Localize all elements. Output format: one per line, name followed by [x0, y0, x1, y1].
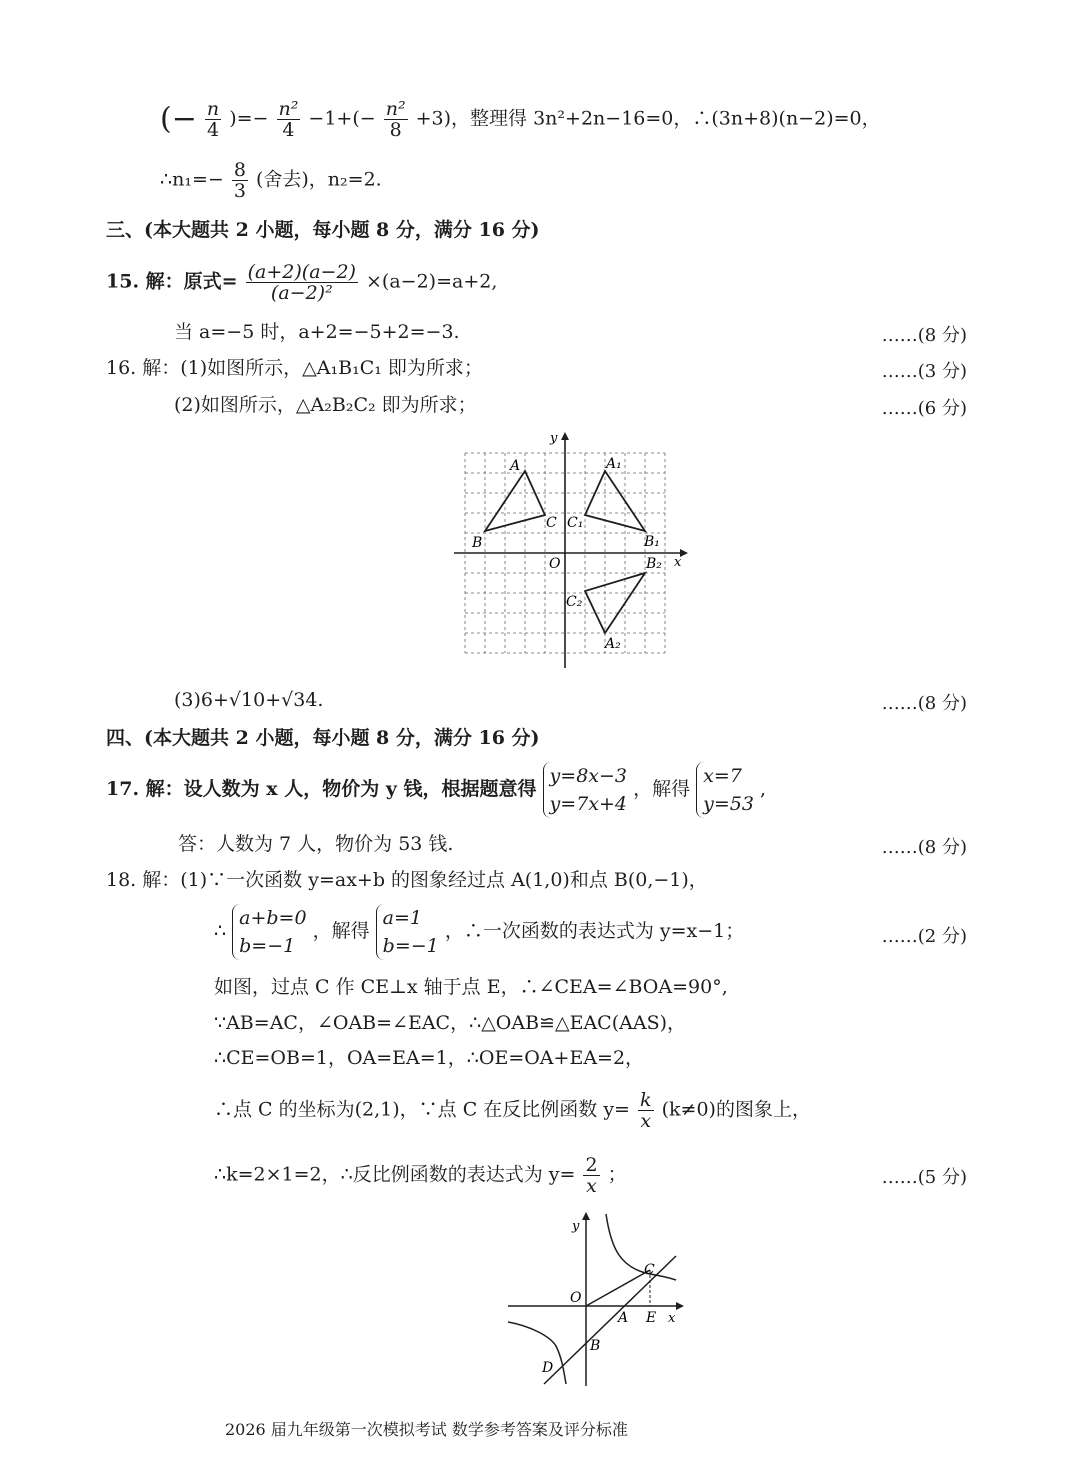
q17-system-solution — [696, 762, 754, 818]
eq-line: y=7x+4 — [549, 793, 628, 815]
section-4-heading: 四、(本大题共 2 小题，每小题 8 分，满分 16 分) — [106, 727, 540, 749]
q18-function-figure — [500, 1208, 700, 1388]
q15-score: ……(8 分) — [881, 325, 967, 346]
q17-score: ……(8 分) — [881, 837, 967, 858]
q17-line1 — [106, 762, 766, 818]
q17-answer: 答：人数为 7 人，物价为 53 钱. — [178, 833, 454, 855]
frac-num: n² — [278, 98, 299, 120]
label-C2: C₂ — [566, 594, 583, 610]
eq14-mid2: −1+(− — [308, 107, 376, 130]
sol14-pre: ∴n₁=− — [160, 168, 224, 191]
frac-num: 8 — [233, 159, 246, 181]
label-A1: A₁ — [606, 456, 622, 472]
frac-num: n² — [385, 98, 406, 120]
eq14-line — [160, 99, 881, 140]
label-B: B — [472, 535, 483, 551]
frac-den: 4 — [206, 119, 220, 141]
eq14-mid1: )=− — [229, 107, 269, 130]
label-B2: B₂ — [646, 556, 662, 572]
q17-system-given — [543, 762, 627, 818]
eq-line: y=8x−3 — [549, 765, 628, 787]
sol14-line — [160, 160, 382, 201]
eq-line: b=−1 — [239, 935, 296, 957]
q18-line4: ∵AB=AC，∠OAB=∠EAC，∴△OAB≌△EAC(AAS)， — [214, 1012, 687, 1034]
q18-line7 — [214, 1155, 627, 1196]
section-3-heading: 三、(本大题共 2 小题，每小题 8 分，满分 16 分) — [106, 219, 540, 241]
triangle-ABC — [485, 471, 545, 531]
label-E: E — [646, 1310, 657, 1326]
label-B1: B₁ — [644, 534, 660, 550]
q18-l7-pre: ∴k=2×1=2，∴反比例函数的表达式为 y= — [214, 1163, 576, 1186]
segment-OC — [586, 1270, 650, 1306]
y-label: y — [572, 1219, 580, 1234]
frac-num: (a+2)(a−2) — [247, 261, 356, 283]
x-label: x — [674, 555, 682, 570]
fraction-2-over-x — [583, 1155, 599, 1196]
origin-label: O — [549, 556, 561, 572]
y-axis-arrow — [582, 1212, 590, 1220]
frac-den: (a−2)² — [270, 282, 333, 304]
q16-line2: (2)如图所示，△A₂B₂C₂ 即为所求； — [174, 394, 477, 416]
label-A2: A₂ — [605, 636, 621, 652]
label-A: A — [510, 458, 521, 474]
label-A: A — [618, 1310, 629, 1326]
y-label: y — [550, 431, 558, 446]
q18-line1: 18. 解：(1)∵一次函数 y=ax+b 的图象经过点 A(1,0)和点 B(0,−1)， — [106, 869, 708, 891]
q18-line5: ∴CE=OB=1，OA=EA=1，∴OE=OA+EA=2， — [214, 1047, 645, 1069]
q15-label: 15. 解：原式= — [106, 270, 238, 293]
q15-line2: 当 a=−5 时，a+2=−5+2=−3. — [174, 321, 460, 343]
fraction-k-over-x — [638, 1090, 654, 1131]
frac-den: 8 — [389, 119, 402, 141]
label-C1: C₁ — [567, 515, 584, 531]
label-C: C — [644, 1262, 655, 1278]
q16-line3: (3)6+√10+√34. — [174, 689, 324, 711]
fraction-n2-over-4 — [277, 99, 301, 140]
q17-post: , — [760, 778, 767, 800]
label-C: C — [546, 515, 557, 531]
triangle-A2B2C2 — [585, 573, 645, 633]
q16-score3: ……(8 分) — [881, 693, 967, 714]
eq14-tail: +3)，整理得 3n²+2n−16=0，∴(3n+8)(n−2)=0， — [415, 107, 881, 130]
eq-line: x=7 — [703, 765, 742, 787]
q18-line3: 如图，过点 C 作 CE⊥x 轴于点 E，∴∠CEA=∠BOA=90°, — [214, 976, 728, 998]
q18-pre: ∴ — [214, 920, 227, 942]
q18-line6 — [214, 1090, 811, 1131]
q18-score1: ……(2 分) — [881, 926, 967, 947]
q15-fraction — [246, 262, 358, 303]
frac-num: n — [206, 98, 220, 120]
q18-l6-post: (k≠0)的图象上， — [661, 1098, 811, 1121]
q16-score1: ……(3 分) — [881, 361, 967, 382]
frac-den: 4 — [282, 119, 295, 141]
origin-label: O — [570, 1290, 582, 1306]
open-paren: (− — [160, 101, 197, 137]
page-footer: 2026 届九年级第一次模拟考试 数学参考答案及评分标准 — [225, 1420, 628, 1439]
eq-line: a=1 — [382, 907, 423, 929]
q18-line2 — [214, 904, 744, 960]
frac-den: x — [640, 1110, 652, 1132]
label-B: B — [590, 1338, 601, 1354]
q18-system-given — [232, 904, 306, 960]
hyperbola-branch-1 — [606, 1214, 676, 1280]
q18-score2: ……(5 分) — [881, 1167, 967, 1188]
frac-den: x — [586, 1175, 597, 1197]
sol14-post: (舍去)，n₂=2. — [255, 168, 382, 191]
label-D: D — [542, 1360, 554, 1376]
q18-l7-post: ； — [607, 1163, 627, 1186]
y-axis-arrow — [561, 432, 569, 440]
eq-line: b=−1 — [382, 935, 439, 957]
q17-pre: 17. 解：设人数为 x 人，物价为 y 钱，根据题意得 — [106, 778, 537, 800]
q17-mid: ，解得 — [633, 778, 691, 800]
q16-grid-figure — [450, 428, 695, 673]
hyperbola-branch-2 — [508, 1322, 566, 1384]
frac-den: 3 — [233, 180, 246, 202]
q18-system-solution — [376, 904, 439, 960]
frac-num: 2 — [585, 1154, 598, 1176]
q18-post: ，∴一次函数的表达式为 y=x−1； — [444, 920, 745, 942]
q18-l6-pre: ∴点 C 的坐标为(2,1)，∵点 C 在反比例函数 y= — [214, 1098, 630, 1121]
q15-line1 — [106, 262, 497, 303]
fraction-n2-over-8 — [384, 99, 408, 140]
q16-line1: 16. 解：(1)如图所示，△A₁B₁C₁ 即为所求； — [106, 357, 483, 379]
triangle-A1B1C1 — [585, 471, 645, 531]
eq-line: y=53 — [703, 793, 754, 815]
eq-line: a+b=0 — [239, 907, 307, 929]
q16-score2: ……(6 分) — [881, 398, 967, 419]
q15-post: ×(a−2)=a+2, — [366, 270, 498, 293]
x-label: x — [668, 1311, 676, 1326]
q18-mid: ，解得 — [312, 920, 370, 942]
frac-num: k — [640, 1089, 652, 1111]
fraction-n-over-4 — [205, 99, 221, 140]
x-axis-arrow — [676, 1302, 684, 1310]
fraction-8-over-3 — [232, 160, 248, 201]
